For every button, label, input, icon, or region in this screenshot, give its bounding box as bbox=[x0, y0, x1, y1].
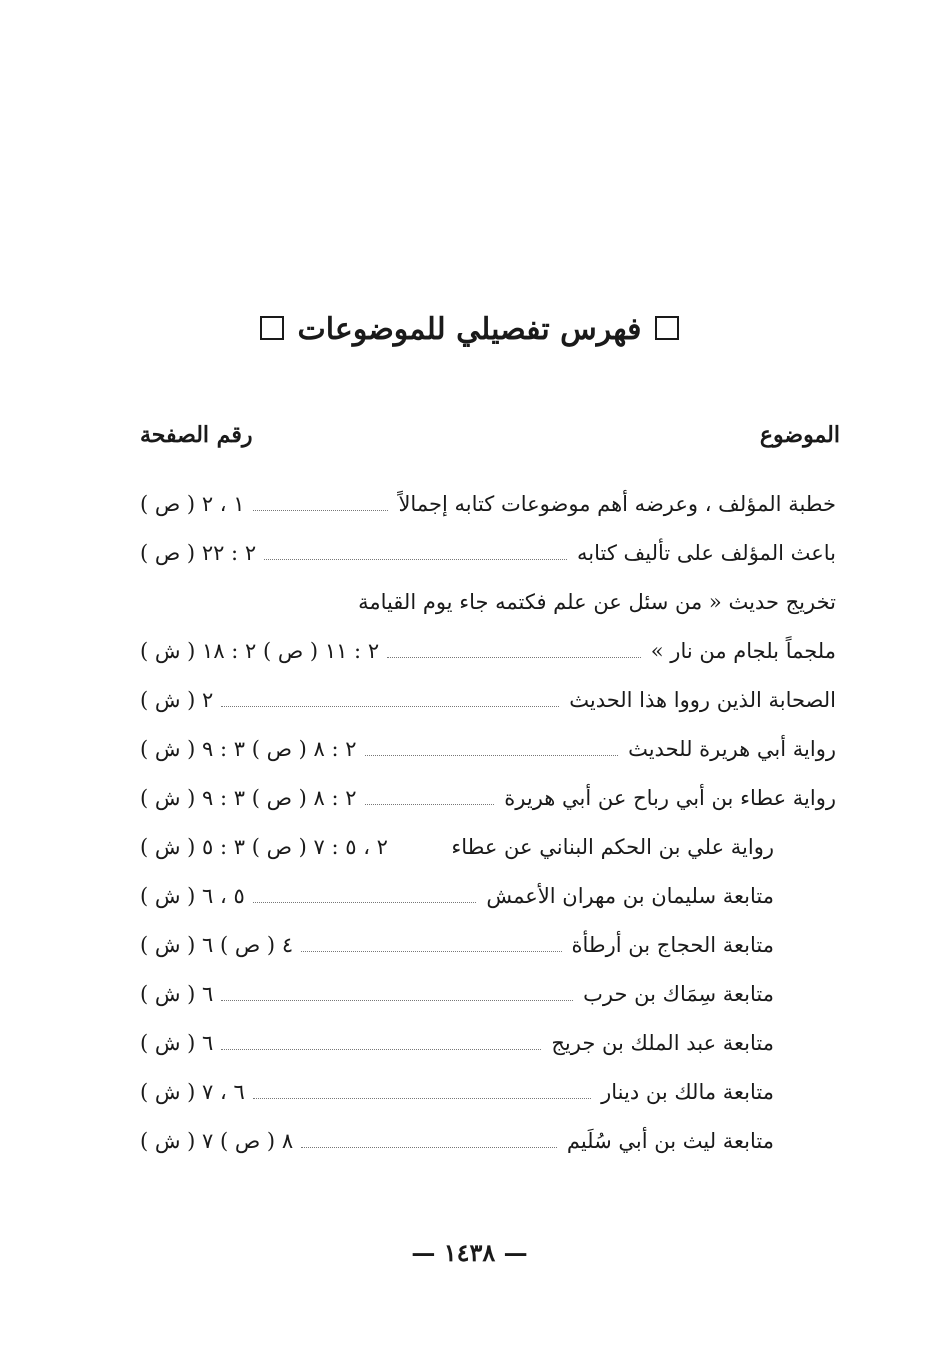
index-entries bbox=[140, 480, 836, 1166]
entry-page-ref: ٦ ، ٧ ( ش ) bbox=[140, 1080, 245, 1104]
entry-page-ref: ٢ : ٨ ( ص ) ٣ : ٩ ( ش ) bbox=[140, 737, 357, 761]
column-headers bbox=[140, 422, 840, 456]
square-ornament-icon bbox=[655, 316, 679, 340]
entry-topic: متابعة الحجاج بن أرطأة bbox=[571, 933, 774, 957]
index-entry bbox=[140, 676, 836, 725]
entry-page-ref: ٦ ( ش ) bbox=[140, 1031, 214, 1055]
dotted-leader bbox=[365, 804, 495, 805]
entry-page-ref: ٥ ، ٦ ( ش ) bbox=[140, 884, 245, 908]
page-number: — ١٤٣٨ — bbox=[411, 1238, 528, 1267]
index-entry bbox=[140, 1019, 836, 1068]
page-number-column-header: رقم الصفحة bbox=[140, 422, 253, 448]
entry-topic: متابعة ليث بن أبي سُلَيم bbox=[566, 1129, 774, 1153]
index-entry bbox=[140, 725, 836, 774]
index-entry bbox=[140, 970, 836, 1019]
entry-topic: متابعة مالك بن دينار bbox=[601, 1080, 774, 1104]
dotted-leader bbox=[301, 1147, 557, 1148]
index-entry bbox=[140, 921, 836, 970]
index-entry bbox=[140, 529, 836, 578]
dotted-leader bbox=[301, 951, 561, 952]
entry-page-ref: ٢ ( ش ) bbox=[140, 688, 214, 712]
index-entry bbox=[140, 774, 836, 823]
entry-topic: خطبة المؤلف ، وعرضه أهم موضوعات كتابه إجمالاً bbox=[398, 492, 836, 516]
dotted-leader bbox=[387, 657, 641, 658]
entry-page-ref: ٦ ( ش ) bbox=[140, 982, 214, 1006]
topic-column-header: الموضوع bbox=[759, 422, 840, 448]
dotted-leader bbox=[221, 1049, 541, 1050]
entry-topic: رواية أبي هريرة للحديث bbox=[628, 737, 836, 761]
entry-topic: باعث المؤلف على تأليف كتابه bbox=[577, 541, 836, 565]
dotted-leader bbox=[253, 510, 389, 511]
index-title bbox=[0, 312, 939, 347]
entry-page-ref: ٢ : ٨ ( ص ) ٣ : ٩ ( ش ) bbox=[140, 786, 357, 810]
entry-page-ref: ٢ : ١١ ( ص ) ٢ : ١٨ ( ش ) bbox=[140, 639, 380, 663]
square-ornament-icon bbox=[260, 316, 284, 340]
entry-topic: متابعة سِمَاك بن حرب bbox=[583, 982, 774, 1006]
index-entry bbox=[140, 578, 836, 627]
dotted-leader bbox=[365, 755, 619, 756]
dotted-leader bbox=[253, 1098, 591, 1099]
entry-topic: رواية عطاء بن أبي رباح عن أبي هريرة bbox=[504, 786, 836, 810]
index-entry bbox=[140, 627, 836, 676]
dotted-leader bbox=[221, 1000, 573, 1001]
entry-page-ref: ٢ ، ٥ : ٧ ( ص ) ٣ : ٥ ( ش ) bbox=[140, 835, 388, 859]
entry-topic: ملجماً بلجام من نار » bbox=[650, 639, 836, 663]
index-title-text: فهرس تفصيلي للموضوعات bbox=[297, 312, 642, 347]
dotted-leader bbox=[253, 902, 477, 903]
dotted-leader bbox=[264, 559, 567, 560]
entry-topic: متابعة سليمان بن مهران الأعمش bbox=[486, 884, 774, 908]
entry-page-ref: ٨ ( ص ) ٧ ( ش ) bbox=[140, 1129, 294, 1153]
entry-topic: رواية علي بن الحكم البناني عن عطاء bbox=[451, 835, 774, 859]
entry-page-ref: ٢ : ٢٢ ( ص ) bbox=[140, 541, 257, 565]
index-entry bbox=[140, 1117, 836, 1166]
index-entry bbox=[140, 872, 836, 921]
index-entry bbox=[140, 480, 836, 529]
entry-page-ref: ١ ، ٢ ( ص ) bbox=[140, 492, 245, 516]
entry-topic: تخريج حديث « من سئل عن علم فكتمه جاء يوم القيامة bbox=[358, 590, 836, 614]
entry-topic: الصحابة الذين رووا هذا الحديث bbox=[569, 688, 836, 712]
index-entry bbox=[140, 823, 836, 872]
entry-page-ref: ٤ ( ص ) ٦ ( ش ) bbox=[140, 933, 294, 957]
dotted-leader bbox=[221, 706, 559, 707]
index-entry bbox=[140, 1068, 836, 1117]
entry-topic: متابعة عبد الملك بن جريج bbox=[551, 1031, 774, 1055]
